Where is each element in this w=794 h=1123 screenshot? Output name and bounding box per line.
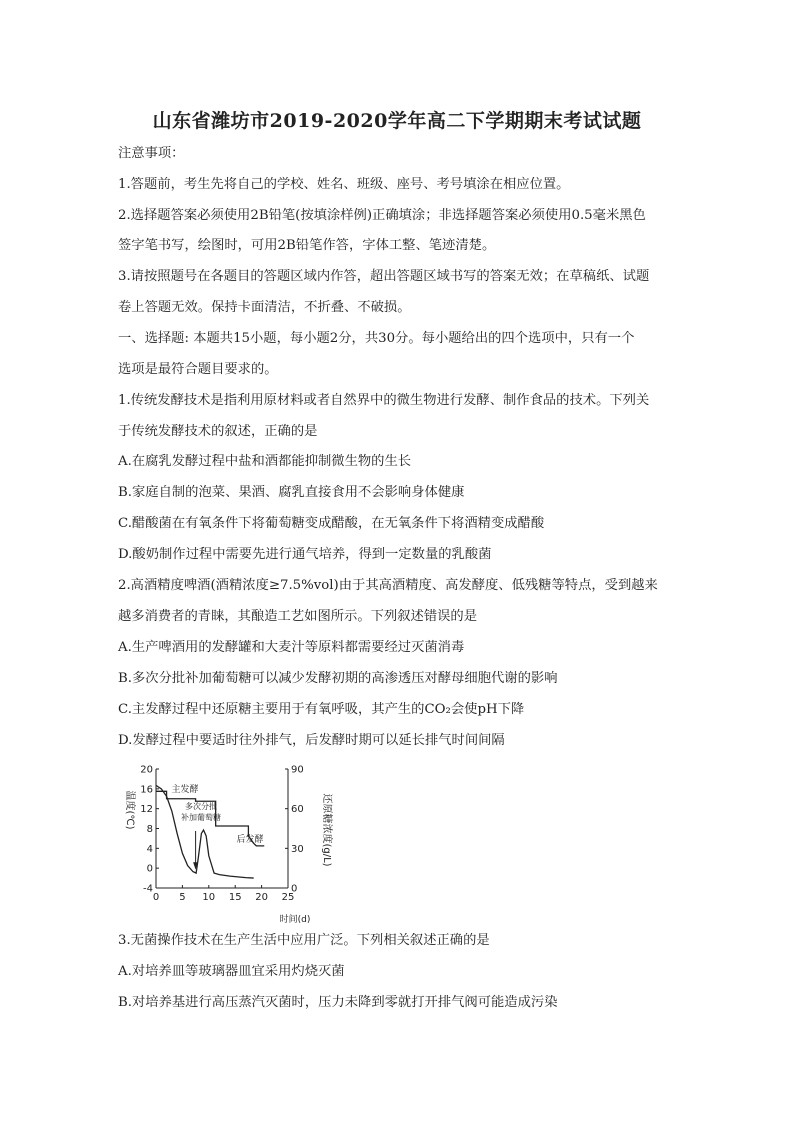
question-1-stem: 1.传统发酵技术是指利用原材料或者自然界中的微生物进行发酵、制作食品的技术。下列关 [118,393,650,408]
question-3-stem: 3.无菌操作技术在生产生活中应用广泛。下列相关叙述正确的是 [118,933,490,948]
y-left-tick-label: 12 [140,804,153,816]
fermentation-chart [118,760,330,924]
y-left-tick-label: 8 [146,824,153,835]
y-right-tick-label: 60 [291,804,304,816]
annotation-glucose-supplement: 补加葡萄糖 [181,813,221,822]
notice-item: 2.选择题答案必须使用2B铅笔(按填涂样例)正确填涂；非选择题答案必须使用0.5毫米黑色 [118,208,646,223]
section-heading-cont: 选项是最符合题目要求的。 [118,362,278,377]
annotation-batch-feeding: 多次分批 [185,802,217,811]
x-tick-label: 10 [202,892,216,903]
question-2-option-d: D.发酵过程中要适时往外排气，后发酵时期可以延长排气时间间隔 [118,733,505,748]
question-1-option-d: D.酸奶制作过程中需要先进行通气培养，得到一定数量的乳酸菌 [118,547,492,562]
section-heading: 一、选择题: 本题共15小题，每小题2分，共30分。每小题给出的四个选项中，只有一个 [118,331,635,346]
notice-item: 3.请按照题号在各题目的答题区域内作答，超出答题区域书写的答案无效；在草稿纸、试题 [118,269,650,284]
x-tick-label: 15 [228,892,242,903]
notice-item: 签字笔书写，绘图时，可用2B铅笔作答，字体工整、笔迹清楚。 [118,238,496,253]
notice-item: 卷上答题无效。保持卡面清洁，不折叠、不破损。 [118,300,411,315]
question-2-option-a: A.生产啤酒用的发酵罐和大麦汁等原料都需要经过灭菌消毒 [118,640,465,655]
question-2-stem-cont: 越多消费者的青睐，其酿造工艺如图所示。下列叙述错误的是 [118,609,478,624]
x-tick-label: 25 [281,892,295,903]
page-title: 山东省潍坊市2019-2020学年高二下学期期末考试试题 [152,110,642,132]
question-1-option-a: A.在腐乳发酵过程中盐和酒都能抑制微生物的生长 [118,454,412,469]
y-right-tick-label: 90 [291,764,304,776]
question-2-stem: 2.高酒精度啤酒(酒精浓度≥7.5%vol)由于其高酒精度、高发酵度、低残糖等特点，受到越来 [118,578,658,593]
question-2-option-b: B.多次分批补加葡萄糖可以减少发酵初期的高渗透压对酵母细胞代谢的影响 [118,671,558,686]
y-right-tick-label: 30 [291,843,304,855]
question-1-stem-cont: 于传统发酵技术的叙述，正确的是 [118,424,318,439]
y-left-tick-label: -4 [143,883,153,895]
question-3-option-b: B.对培养基进行高压蒸汽灭菌时，压力未降到零就打开排气阀可能造成污染 [118,995,558,1010]
y-left-tick-label: 4 [146,843,153,855]
y-left-tick-label: 0 [146,863,153,875]
y-right-tick-label: 0 [291,883,298,895]
question-2-option-c: C.主发酵过程中还原糖主要用于有氧呼吸，其产生的CO₂会使pH下降 [118,702,525,717]
question-1-option-c: C.醋酸菌在有氧条件下将葡萄糖变成醋酸，在无氧条件下将酒精变成醋酸 [118,516,545,531]
annotation-post-fermentation: 后发酵 [236,835,264,845]
question-1-option-b: B.家庭自制的泡菜、果酒、腐乳直接食用不会影响身体健康 [118,485,465,500]
y-axis-label-right: 还原糖浓度(g/L) [321,793,332,867]
x-tick-label: 20 [255,892,268,903]
y-left-tick-label: 20 [140,764,153,776]
annotation-main-fermentation: 主发酵 [171,785,199,795]
y-axis-label-left: 温度(℃) [124,790,135,830]
x-tick-label: 0 [152,892,160,903]
x-axis-label: 时间(d) [279,915,311,925]
notice-heading: 注意事项： [118,146,185,161]
question-3-option-a: A.对培养皿等玻璃器皿宜采用灼烧灭菌 [118,964,345,979]
y-left-tick-label: 16 [140,784,153,796]
notice-item: 1.答题前，考生先将自己的学校、姓名、班级、座号、考号填涂在相应位置。 [118,177,570,192]
x-tick-label: 5 [179,892,186,903]
